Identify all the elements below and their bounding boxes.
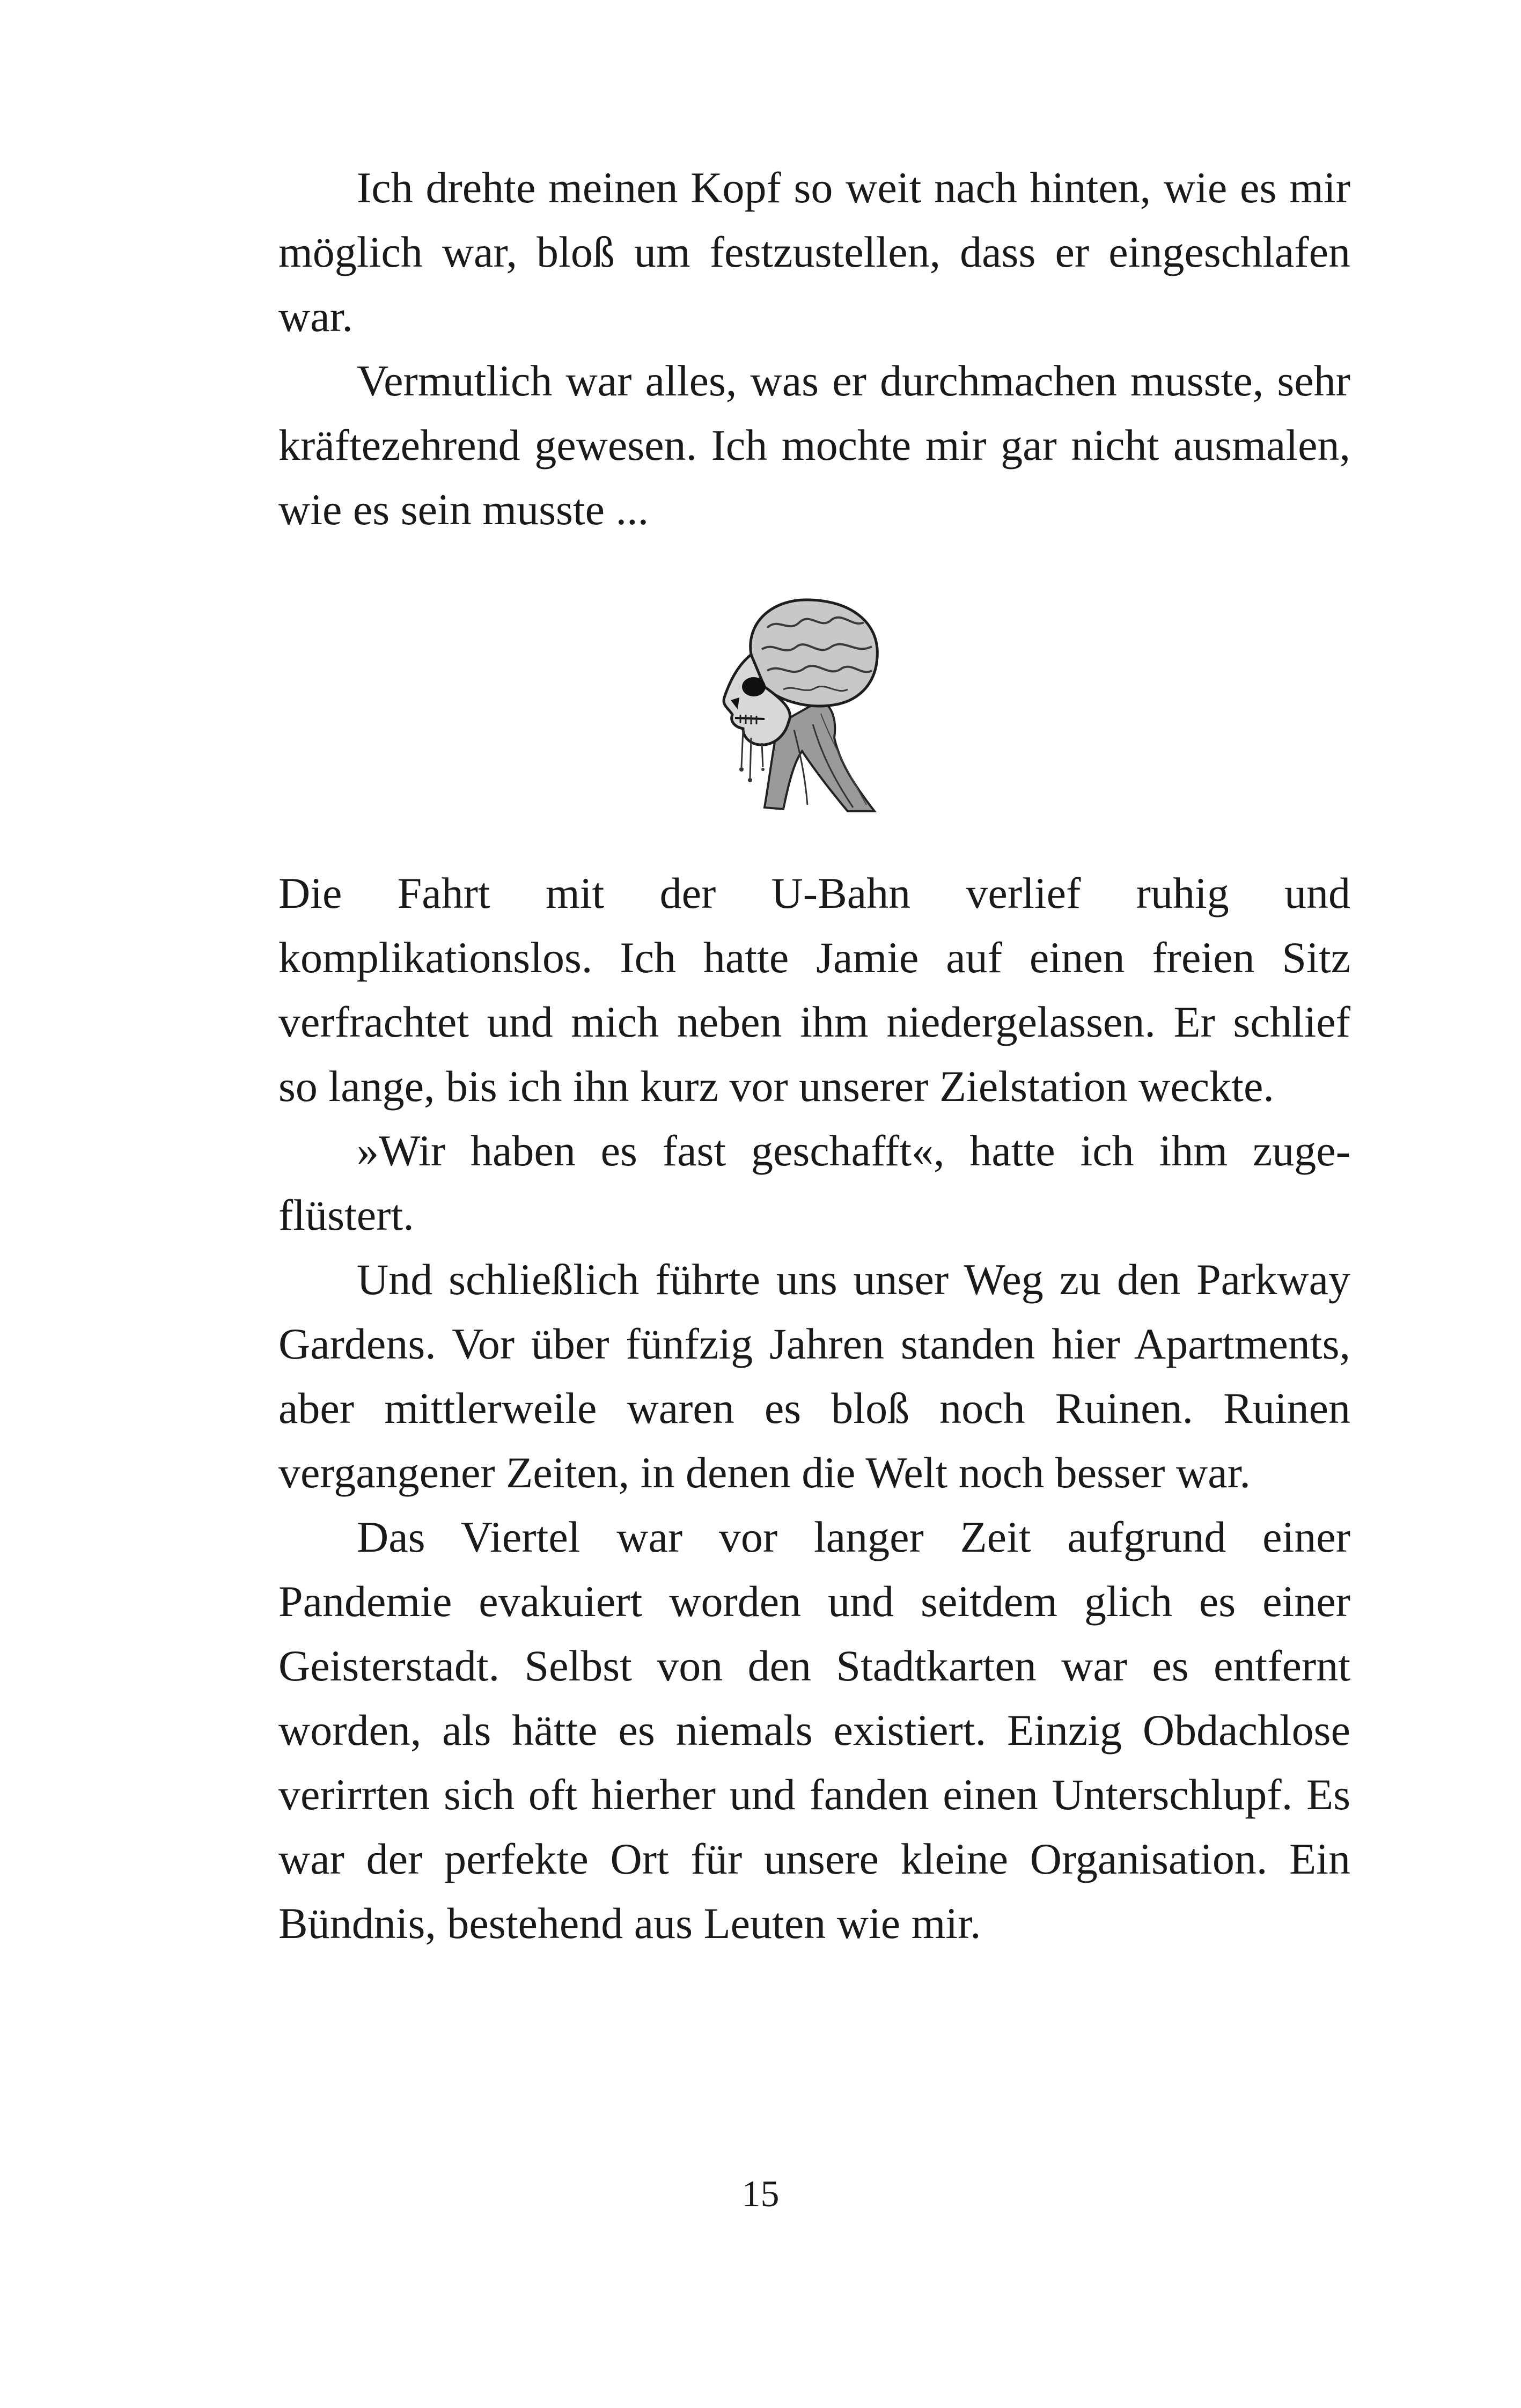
paragraph: Das Viertel war vor langer Zeit aufgrund einer Pandemie evakuiert worden und seitdem glich es einer Geisterstadt. Selbst von den Stadtkarten war es entfernt worden, als hätte es niemals existiert. Einzig Obdachlose verirrten sich oft hierher und fanden einen Unterschlupf. Es war der perfekte Ort für unsere kleine Organisation. Ein Bündnis, bestehend aus Leuten wie mir. [278,1513,1350,1948]
text-section-top [278,156,1350,542]
paragraph: Vermutlich war alles, was er durchmachen musste, sehr kräftezehrend gewesen. Ich mochte mir gar nicht ausmalen, wie es sein musste ... [278,356,1350,534]
page-number: 15 [741,2174,780,2215]
paragraph: Und schließlich führte uns unser Weg zu den Parkway Gardens. Vor über fünfzig Jahren standen hier Apartments, aber mittlerweile waren es bloß noch Ruinen. Ruinen vergangener Zeiten, in denen die Welt noch besser war. [278,1255,1350,1497]
paragraph: Ich drehte meinen Kopf so weit nach hinten, wie es mir möglich war, bloß um festzustellen, dass er eingeschlafen war. [278,163,1350,341]
text-section-bottom [278,861,1350,1956]
paragraph: »Wir haben es fast geschafft«, hatte ich ihm zugeflüstert. [278,1126,1350,1239]
skull-brain-illustration [714,590,896,816]
paragraph: Die Fahrt mit der U-Bahn verlief ruhig und komplikationslos. Ich hatte Jamie auf einen freien Sitz verfrachtet und mich neben ihm niedergelassen. Er schlief so lange, bis ich ihn kurz vor unserer Zielstation weckte. [278,869,1350,1111]
